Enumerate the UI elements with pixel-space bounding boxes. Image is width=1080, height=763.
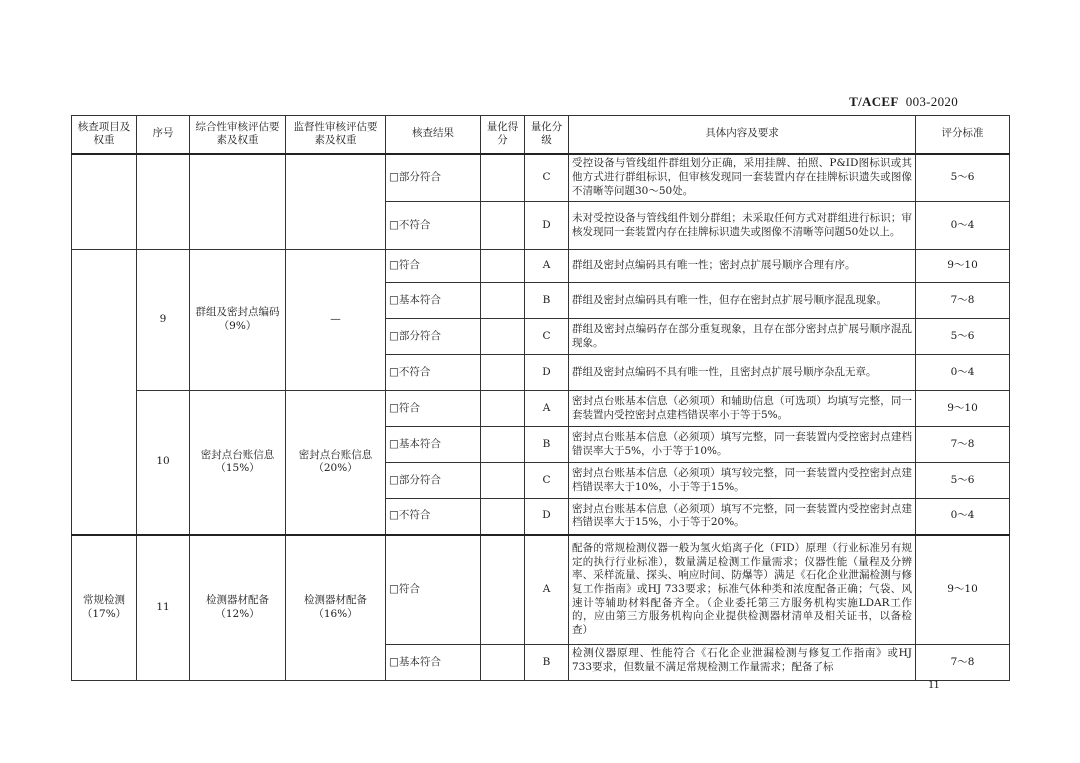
header-cell: 综合性审核评估要素及权重 — [190, 116, 286, 154]
no-cell — [137, 154, 190, 250]
result-cell: □符合 — [386, 391, 481, 427]
quant-score-cell — [481, 499, 525, 535]
level-cell: C — [525, 154, 569, 202]
level-cell: B — [525, 283, 569, 319]
content-cell: 受控设备与管线组件群组划分正确，采用挂牌、拍照、P&ID图标识或其他方式进行群组标识，但审核发现同一套装置内存在挂牌标识遗失或图像不清晰等问题30～50处。 — [569, 154, 916, 202]
level-cell: B — [525, 645, 569, 681]
result-cell: □部分符合 — [386, 319, 481, 355]
level-cell: A — [525, 535, 569, 645]
content-cell: 群组及密封点编码具有唯一性；密封点扩展号顺序合理有序。 — [569, 250, 916, 283]
result-cell: □部分符合 — [386, 463, 481, 499]
no-cell: 9 — [137, 250, 190, 391]
table-header-row — [72, 116, 1010, 154]
content-cell: 密封点台账基本信息（必须项）填写完整，同一套装置内受控密封点建档错误率大于5%，小于等于10%。 — [569, 427, 916, 463]
quant-score-cell — [481, 645, 525, 681]
page-number: 11 — [928, 677, 940, 691]
sup-cell: 检测器材配备（16%） — [286, 535, 386, 681]
result-cell: □基本符合 — [386, 283, 481, 319]
sup-cell: — — [286, 250, 386, 391]
score-cell: 7～8 — [916, 427, 1010, 463]
header-cell: 量化得分 — [481, 116, 525, 154]
score-cell: 9～10 — [916, 391, 1010, 427]
score-cell: 0～4 — [916, 202, 1010, 250]
quant-score-cell — [481, 535, 525, 645]
score-cell: 5～6 — [916, 319, 1010, 355]
result-cell: □基本符合 — [386, 645, 481, 681]
content-cell: 配备的常规检测仪器一般为氢火焰离子化（FID）原理（行业标准另有规定的执行行业标准），数量满足检测工作量需求；仪器性能（量程及分辨率、采样流量、探头、响应时间、防爆等）满足《石化企业泄漏检测与修复工作指南》或HJ 733要求；标准气体种类和浓度配备正确；气袋、风速计等辅助材料配备齐全。（企业委托第三方服务机构实施LDAR工作的，应由第三方服务机构向企业提供检测器材清单及相关证书，以备检查） — [569, 535, 916, 645]
level-cell: C — [525, 463, 569, 499]
item-cell: 常规检测（17%） — [72, 535, 137, 681]
header-cell: 监督性审核评估要素及权重 — [286, 116, 386, 154]
level-cell: D — [525, 499, 569, 535]
item-cell — [72, 250, 137, 535]
sup-cell — [286, 154, 386, 250]
score-cell: 0～4 — [916, 355, 1010, 391]
header-cell: 核查结果 — [386, 116, 481, 154]
content-cell: 密封点台账基本信息（必须项）和辅助信息（可选项）均填写完整，同一套装置内受控密封点建档错误率小于等于5%。 — [569, 391, 916, 427]
document-code: T/ACEF 003-2020 — [849, 94, 958, 109]
level-cell: B — [525, 427, 569, 463]
comp-cell: 密封点台账信息（15%） — [190, 391, 286, 535]
header-cell: 评分标准 — [916, 116, 1010, 154]
result-cell: □不符合 — [386, 202, 481, 250]
comp-cell — [190, 154, 286, 250]
sup-cell: 密封点台账信息（20%） — [286, 391, 386, 535]
score-cell: 7～8 — [916, 283, 1010, 319]
table-row — [72, 250, 1010, 283]
header-cell: 具体内容及要求 — [569, 116, 916, 154]
no-cell: 11 — [137, 535, 190, 681]
header-cell: 核查项目及权重 — [72, 116, 137, 154]
item-cell — [72, 154, 137, 250]
no-cell: 10 — [137, 391, 190, 535]
score-cell: 9～10 — [916, 535, 1010, 645]
level-cell: D — [525, 202, 569, 250]
score-cell: 5～6 — [916, 154, 1010, 202]
score-cell: 0～4 — [916, 499, 1010, 535]
header-cell: 量化分级 — [525, 116, 569, 154]
quant-score-cell — [481, 319, 525, 355]
quant-score-cell — [481, 391, 525, 427]
content-cell: 未对受控设备与管线组件划分群组；未采取任何方式对群组进行标识；审核发现同一套装置内存在挂牌标识遗失或图像不清晰等问题50处以上。 — [569, 202, 916, 250]
quant-score-cell — [481, 355, 525, 391]
quant-score-cell — [481, 250, 525, 283]
comp-cell: 群组及密封点编码（9%） — [190, 250, 286, 391]
table-row — [72, 391, 1010, 427]
result-cell: □符合 — [386, 250, 481, 283]
result-cell: □不符合 — [386, 499, 481, 535]
content-cell: 群组及密封点编码具有唯一性，但存在密封点扩展号顺序混乱现象。 — [569, 283, 916, 319]
table-row — [72, 154, 1010, 202]
quant-score-cell — [481, 427, 525, 463]
result-cell: □部分符合 — [386, 154, 481, 202]
header-cell: 序号 — [137, 116, 190, 154]
score-cell: 7～8 — [916, 645, 1010, 681]
content-cell: 密封点台账基本信息（必须项）填写较完整，同一套装置内受控密封点建档错误率大于10%，小于等于15%。 — [569, 463, 916, 499]
content-cell: 群组及密封点编码不具有唯一性，且密封点扩展号顺序杂乱无章。 — [569, 355, 916, 391]
result-cell: □基本符合 — [386, 427, 481, 463]
comp-cell: 检测器材配备（12%） — [190, 535, 286, 681]
table-row — [72, 535, 1010, 645]
level-cell: A — [525, 250, 569, 283]
content-cell: 检测仪器原理、性能符合《石化企业泄漏检测与修复工作指南》或HJ 733要求，但数量不满足常规检测工作量需求；配备了标 — [569, 645, 916, 681]
result-cell: □不符合 — [386, 355, 481, 391]
quant-score-cell — [481, 202, 525, 250]
score-cell: 5～6 — [916, 463, 1010, 499]
quant-score-cell — [481, 283, 525, 319]
level-cell: A — [525, 391, 569, 427]
quant-score-cell — [481, 463, 525, 499]
evaluation-table — [71, 115, 1010, 681]
result-cell: □符合 — [386, 535, 481, 645]
score-cell: 9～10 — [916, 250, 1010, 283]
content-cell: 群组及密封点编码存在部分重复现象，且存在部分密封点扩展号顺序混乱现象。 — [569, 319, 916, 355]
content-cell: 密封点台账基本信息（必须项）填写不完整，同一套装置内受控密封点建档错误率大于15%，小于等于20%。 — [569, 499, 916, 535]
level-cell: C — [525, 319, 569, 355]
quant-score-cell — [481, 154, 525, 202]
level-cell: D — [525, 355, 569, 391]
